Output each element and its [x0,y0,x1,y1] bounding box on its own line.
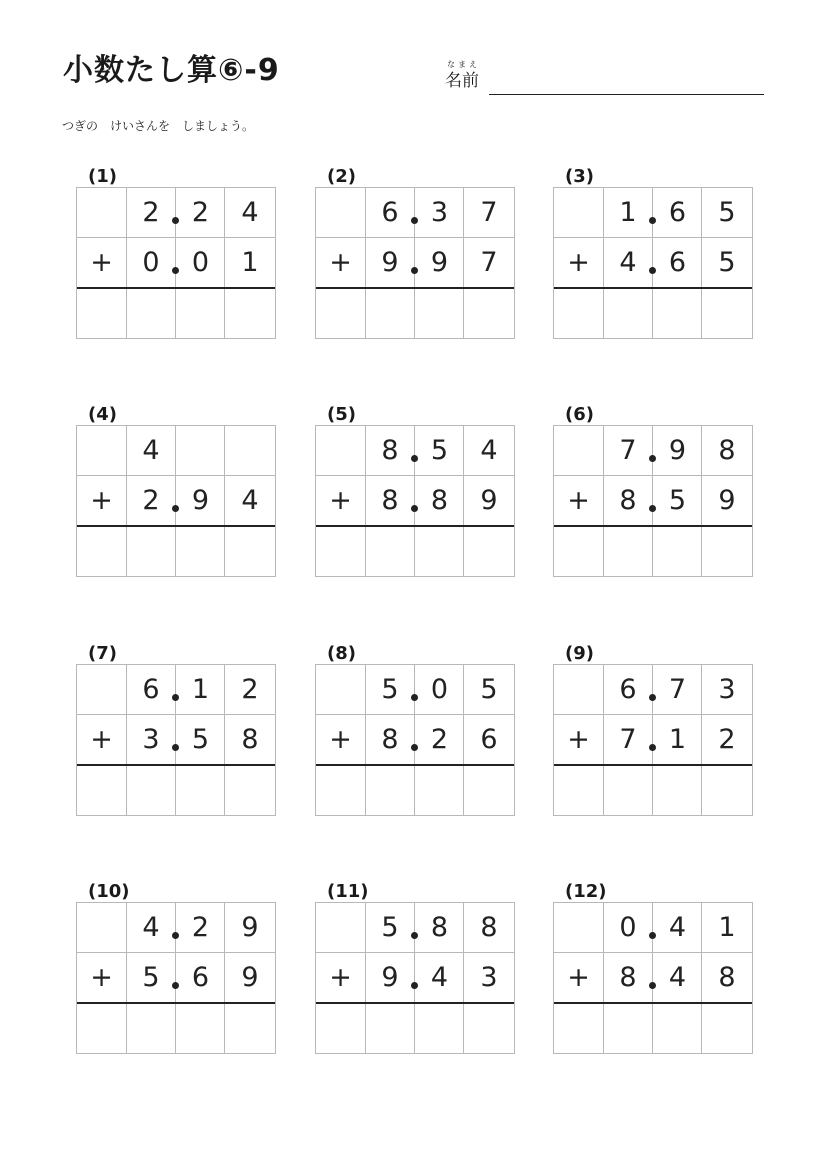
digit-cell: 8 [619,961,637,993]
plus-sign: + [329,484,352,516]
digit-cell: 6 [142,674,160,705]
plus-sign: + [90,723,113,755]
digit-cell: 6 [668,197,687,228]
answer-cell[interactable] [176,1004,225,1053]
digit-cell: 7 [619,435,637,466]
decimal-point [411,217,418,224]
decimal-point [411,694,418,701]
name-label: 名前 [445,71,479,91]
digit-cell: 9 [241,961,259,993]
page-title: 小数たし算⑥-9 [63,53,280,88]
digit-cell: 5 [718,197,736,228]
problem-number: (4) [88,404,117,425]
decimal-point [172,694,179,701]
answer-cell[interactable] [465,1004,514,1053]
problem-number: (6) [565,404,594,425]
answer-cell[interactable] [316,527,365,576]
problem-11 [315,881,515,1071]
answer-cell[interactable] [176,766,225,815]
digit-cell [554,188,603,237]
decimal-point [649,932,656,939]
digit-cell [176,426,225,475]
decimal-point [649,267,656,274]
answer-cell[interactable] [465,766,514,815]
digit-cell: 1 [191,674,210,705]
digit-cell [554,903,603,952]
digit-cell: 9 [718,484,736,516]
digit-cell [77,188,126,237]
digit-cell: 9 [381,961,399,993]
digit-cell: 4 [142,435,160,466]
answer-cell[interactable] [703,527,752,576]
decimal-point [649,505,656,512]
problem-8 [315,643,515,833]
digit-cell: 3 [480,961,498,993]
problem-4 [76,404,276,594]
decimal-point [649,455,656,462]
plus-sign: + [90,484,113,516]
answer-cell[interactable] [653,1004,702,1053]
decimal-point [649,217,656,224]
decimal-point [411,267,418,274]
digit-cell: 3 [142,723,160,755]
decimal-point [649,694,656,701]
answer-cell[interactable] [366,527,415,576]
decimal-point [172,217,179,224]
digit-cell: 5 [381,674,399,705]
plus-sign: + [567,246,590,278]
digit-cell [554,665,603,714]
answer-cell[interactable] [226,766,275,815]
digit-cell: 2 [430,723,449,755]
digit-cell: 9 [241,912,259,943]
problem-12 [553,881,753,1071]
answer-cell[interactable] [127,766,176,815]
digit-cell: 5 [718,246,736,278]
problem-number: (11) [327,881,369,902]
digit-cell: 4 [430,961,449,993]
decimal-point [649,982,656,989]
problem-7 [76,643,276,833]
digit-cell: 5 [381,912,399,943]
digit-cell: 7 [480,197,498,228]
digit-cell [316,188,365,237]
answer-cell[interactable] [77,527,126,576]
digit-cell: 0 [619,912,637,943]
decimal-point [172,932,179,939]
digit-cell: 0 [142,246,160,278]
addition-grid [553,664,753,816]
plus-sign: + [90,961,113,993]
problem-2 [315,166,515,356]
addition-grid [315,664,515,816]
plus-sign: + [90,246,113,278]
digit-cell: 4 [241,484,259,516]
digit-cell: 8 [381,435,399,466]
answer-cell[interactable] [77,289,126,338]
digit-cell: 8 [241,723,259,755]
addition-grid [315,902,515,1054]
answer-cell[interactable] [703,289,752,338]
digit-cell: 2 [142,484,160,516]
digit-cell: 2 [191,912,210,943]
digit-cell: 8 [718,435,736,466]
digit-cell: 5 [191,723,210,755]
problem-number: (3) [565,166,594,187]
digit-cell: 9 [381,246,399,278]
answer-cell[interactable] [226,289,275,338]
answer-cell[interactable] [554,1004,603,1053]
problem-6 [553,404,753,594]
problem-number: (2) [327,166,356,187]
problem-number: (1) [88,166,117,187]
decimal-point [411,982,418,989]
digit-cell: 9 [668,435,687,466]
problem-1 [76,166,276,356]
digit-cell [77,426,126,475]
plus-sign: + [329,246,352,278]
digit-cell: 7 [619,723,637,755]
digit-cell [77,903,126,952]
problem-5 [315,404,515,594]
answer-cell[interactable] [127,289,176,338]
answer-cell[interactable] [316,766,365,815]
answer-cell[interactable] [703,766,752,815]
answer-cell[interactable] [415,766,464,815]
problem-3 [553,166,753,356]
digit-cell: 8 [430,484,449,516]
digit-cell [316,903,365,952]
answer-cell[interactable] [77,1004,126,1053]
answer-cell[interactable] [604,1004,653,1053]
digit-cell: 6 [191,961,210,993]
addition-grid [553,902,753,1054]
problem-number: (7) [88,643,117,664]
answer-cell[interactable] [127,527,176,576]
answer-cell[interactable] [554,766,603,815]
answer-cell[interactable] [316,1004,365,1053]
digit-cell [316,426,365,475]
answer-cell[interactable] [554,527,603,576]
problem-9 [553,643,753,833]
decimal-point [172,744,179,751]
answer-cell[interactable] [653,289,702,338]
digit-cell: 6 [480,723,498,755]
answer-cell[interactable] [316,289,365,338]
answer-cell[interactable] [703,1004,752,1053]
digit-cell: 2 [142,197,160,228]
answer-cell[interactable] [176,527,225,576]
answer-cell[interactable] [465,527,514,576]
addition-grid [315,187,515,339]
plus-sign: + [567,723,590,755]
problem-number: (10) [88,881,130,902]
problem-number: (12) [565,881,607,902]
answer-cell[interactable] [653,766,702,815]
digit-cell: 6 [381,197,399,228]
plus-sign: + [567,961,590,993]
digit-cell [226,426,275,475]
answer-cell[interactable] [127,1004,176,1053]
addition-grid [76,425,276,577]
digit-cell: 1 [668,723,687,755]
digit-cell: 2 [241,674,259,705]
problem-10 [76,881,276,1071]
decimal-point [411,455,418,462]
answer-cell[interactable] [653,527,702,576]
digit-cell: 4 [668,961,687,993]
digit-cell [77,665,126,714]
answer-cell[interactable] [604,766,653,815]
answer-cell[interactable] [366,1004,415,1053]
digit-cell: 4 [619,246,637,278]
digit-cell [316,665,365,714]
digit-cell: 4 [241,197,259,228]
problem-number: (9) [565,643,594,664]
name-ruby: なまえ [447,60,480,69]
addition-grid [315,425,515,577]
answer-cell[interactable] [176,289,225,338]
addition-grid [76,187,276,339]
answer-cell[interactable] [366,289,415,338]
decimal-point [411,505,418,512]
digit-cell: 1 [619,197,637,228]
digit-cell: 5 [430,435,449,466]
digit-cell: 5 [142,961,160,993]
decimal-point [649,744,656,751]
answer-cell[interactable] [226,1004,275,1053]
digit-cell: 3 [718,674,736,705]
digit-cell: 1 [718,912,736,943]
digit-cell: 2 [718,723,736,755]
digit-cell: 0 [191,246,210,278]
addition-grid [76,902,276,1054]
answer-cell[interactable] [554,289,603,338]
digit-cell: 8 [430,912,449,943]
instruction-text: つぎの けいさんを しましょう。 [62,119,255,133]
problem-number: (8) [327,643,356,664]
digit-cell: 4 [668,912,687,943]
digit-cell: 7 [480,246,498,278]
addition-grid [553,187,753,339]
answer-cell[interactable] [604,527,653,576]
answer-cell[interactable] [604,289,653,338]
digit-cell: 5 [480,674,498,705]
digit-cell: 8 [619,484,637,516]
digit-cell: 1 [241,246,259,278]
decimal-point [411,744,418,751]
digit-cell: 9 [480,484,498,516]
decimal-point [411,932,418,939]
problem-number: (5) [327,404,356,425]
digit-cell [554,426,603,475]
digit-cell: 8 [480,912,498,943]
digit-cell: 3 [430,197,449,228]
digit-cell: 2 [191,197,210,228]
plus-sign: + [567,484,590,516]
answer-cell[interactable] [415,527,464,576]
digit-cell: 7 [668,674,687,705]
addition-grid [553,425,753,577]
digit-cell: 8 [381,484,399,516]
digit-cell: 9 [430,246,449,278]
digit-cell: 8 [381,723,399,755]
decimal-point [172,267,179,274]
digit-cell: 6 [668,246,687,278]
digit-cell: 5 [668,484,687,516]
decimal-point [172,982,179,989]
digit-cell: 6 [619,674,637,705]
answer-cell[interactable] [415,289,464,338]
answer-cell[interactable] [415,1004,464,1053]
digit-cell: 8 [718,961,736,993]
plus-sign: + [329,723,352,755]
answer-cell[interactable] [366,766,415,815]
plus-sign: + [329,961,352,993]
digit-cell: 4 [142,912,160,943]
digit-cell: 0 [430,674,449,705]
answer-cell[interactable] [226,527,275,576]
digit-cell: 4 [480,435,498,466]
name-field [445,60,765,100]
answer-cell[interactable] [465,289,514,338]
answer-cell[interactable] [77,766,126,815]
decimal-point [172,505,179,512]
addition-grid [76,664,276,816]
name-writing-line[interactable] [489,94,764,95]
digit-cell: 9 [191,484,210,516]
